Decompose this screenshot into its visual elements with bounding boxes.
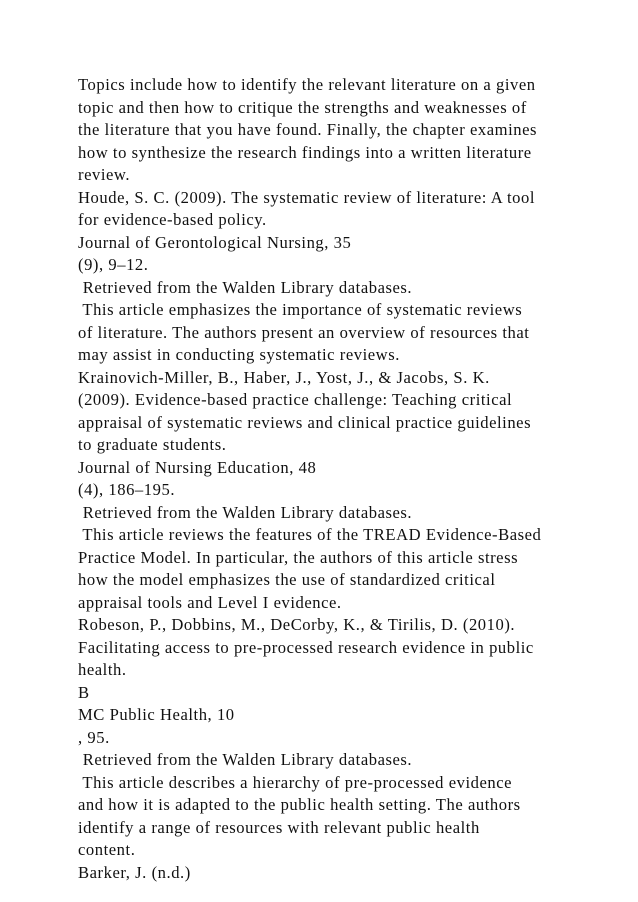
- journal-line: Journal of Gerontological Nursing, 35: [78, 232, 352, 252]
- document-page: [78, 74, 618, 884]
- citation-line: Barker, J. (n.d.): [78, 862, 191, 882]
- annotation-line: This article reviews the features of the TREAD Evidence-Based: [78, 525, 542, 544]
- retrieved-line: Retrieved from the Walden Library databases.: [78, 502, 413, 522]
- retrieved-line: Retrieved from the Walden Library databases.: [78, 277, 413, 297]
- annotation-line: Practice Model. In particular, the authors of this article stress: [78, 547, 519, 567]
- text-line: Topics include how to identify the relevant literature on a given: [78, 75, 536, 94]
- journal-line: MC Public Health, 10: [78, 705, 235, 724]
- annotation-line: This article emphasizes the importance of systematic reviews: [78, 300, 523, 319]
- citation-line: for evidence-based policy.: [78, 210, 267, 229]
- annotation-line: how the model emphasizes the use of standardized critical: [78, 570, 496, 589]
- citation-line: appraisal of systematic reviews and clinical practice guidelines: [78, 412, 532, 432]
- retrieved-line: Retrieved from the Walden Library databases.: [78, 750, 413, 769]
- issue-pages-line: , 95.: [78, 727, 110, 747]
- annotation-line: content.: [78, 840, 136, 859]
- citation-line: Robeson, P., Dobbins, M., DeCorby, K., & Tirilis, D. (2010).: [78, 615, 516, 634]
- text-line: the literature that you have found. Finally, the chapter examines: [78, 120, 538, 139]
- journal-line: B: [78, 682, 90, 702]
- citation-line: to graduate students.: [78, 435, 227, 454]
- annotation-line: of literature. The authors present an overview of resources that: [78, 322, 530, 342]
- text-line: how to synthesize the research findings into a written literature: [78, 142, 532, 162]
- annotation-line: and how it is adapted to the public health setting. The authors: [78, 795, 521, 814]
- citation-line: Krainovich-Miller, B., Haber, J., Yost, J., & Jacobs, S. K.: [78, 367, 490, 387]
- annotation-line: may assist in conducting systematic reviews.: [78, 345, 400, 364]
- citation-line: Houde, S. C. (2009). The systematic review of literature: A tool: [78, 187, 536, 207]
- citation-line: Facilitating access to pre-processed research evidence in public: [78, 637, 534, 657]
- annotation-line: This article describes a hierarchy of pre-processed evidence: [78, 772, 513, 792]
- annotation-line: identify a range of resources with relevant public health: [78, 817, 480, 837]
- issue-pages-line: (4), 186–195.: [78, 480, 176, 499]
- citation-line: health.: [78, 660, 127, 679]
- journal-line: Journal of Nursing Education, 48: [78, 457, 317, 477]
- text-line: review.: [78, 165, 131, 184]
- text-line: topic and then how to critique the strengths and weaknesses of: [78, 97, 527, 117]
- issue-pages-line: (9), 9–12.: [78, 255, 149, 274]
- annotation-line: appraisal tools and Level I evidence.: [78, 592, 342, 612]
- citation-line: (2009). Evidence-based practice challenge: Teaching critical: [78, 390, 513, 409]
